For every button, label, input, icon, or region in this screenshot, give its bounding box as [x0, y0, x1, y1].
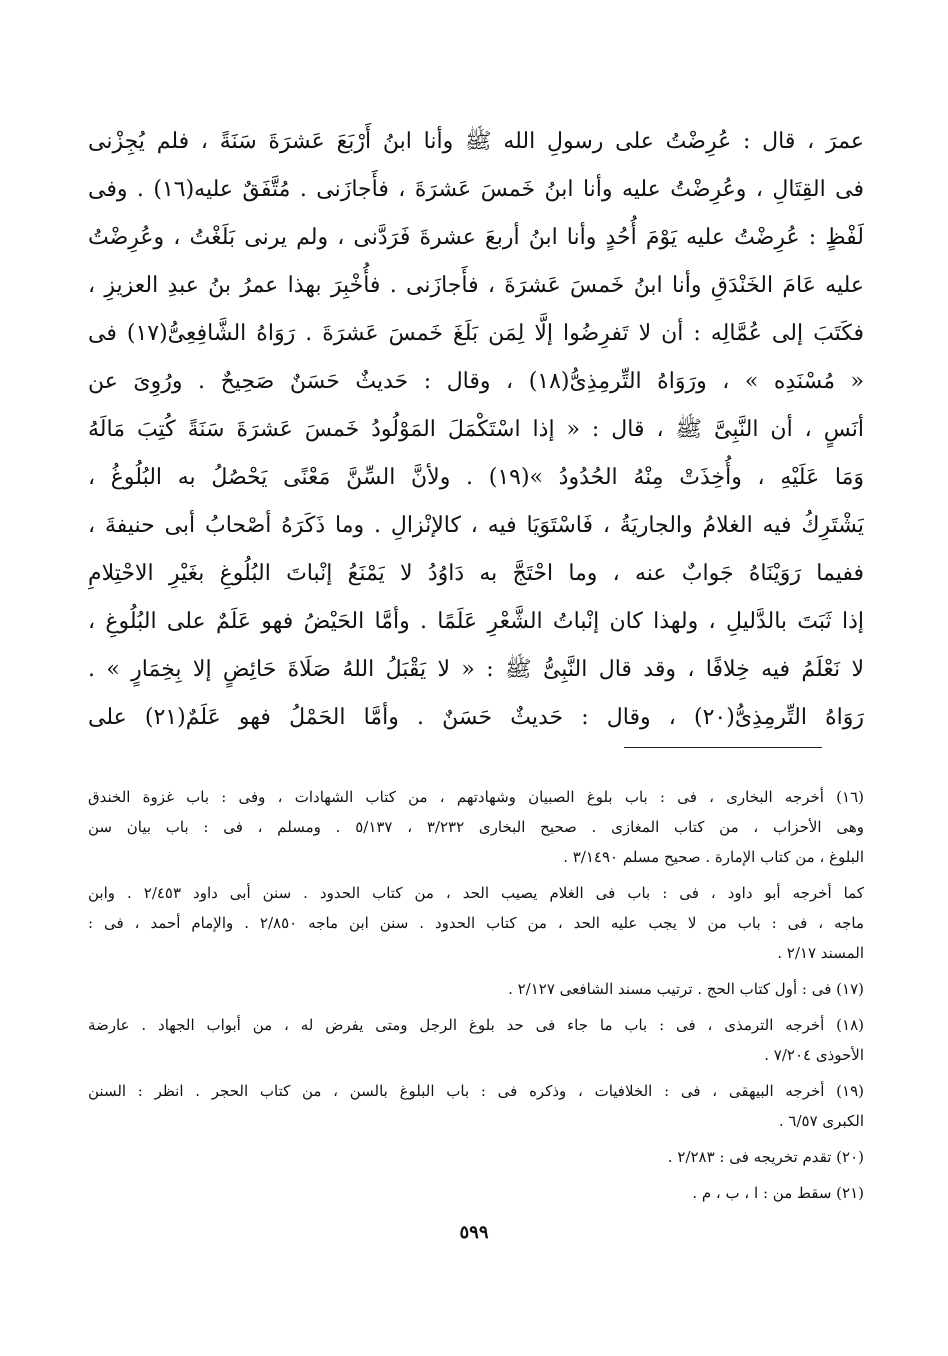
footnote-line: كما أخرجه أبو داود ، فى : باب فى الغلام يصيب الحد ، من كتاب الحدود . سنن أبى داود ٢/٤٥٣ . وابن: [88, 884, 864, 902]
footnote-20: [88, 1142, 864, 1172]
footnote-21: [88, 1178, 864, 1208]
text-line: لَفْظٍ : عُرِضْتُ عليه يَوْمَ أُحُدٍ وأنا ابنُ أربعَ عشرةَ فَرَدَّنى ، ولم يرنى بَلَغْتُ ، وعُرِضْتُ: [88, 225, 864, 250]
text-line: أنَسٍ ، أن النَّبِىَّ ﷺ ، قال : « إذا اسْتَكْمَلَ المَوْلُودُ خَمسَ عَشرَةَ سَنَةً كُتِبَ مَالَهُ: [88, 417, 864, 442]
footnote-line: (١٦) أخرجه البخارى ، فى : باب بلوغ الصبيان وشهادتهم ، من كتاب الشهادات ، وفى : باب غزوة الخندق: [88, 788, 864, 806]
main-text: [88, 118, 864, 742]
footnote-line: الكبرى ٦/٥٧ .: [778, 1112, 864, 1130]
footnote-line: المسند ٢/١٧ .: [777, 944, 864, 962]
footnote-separator: [624, 747, 822, 748]
text-line: إذا ثَبَتَ بالدَّليلِ ، ولهذا كان إنْباتُ الشَّعْرِ عَلَمًا . وأمَّا الحَيْضُ فهو عَلَمٌ على البُلُوغِ ،: [88, 609, 864, 634]
footnote-line: وهى الأحزاب ، من كتاب المغازى . صحيح البخارى ٣/٢٣٢ ، ٥/١٣٧ . ومسلم ، فى : باب بيان سن: [88, 818, 864, 836]
page-number: ٥٩٩: [459, 1222, 489, 1243]
footnote-line: (١٧) فى : أول كتاب الحج . ترتيب مسند الشافعى ٢/١٢٧ .: [508, 980, 864, 998]
footnote-19: [88, 1076, 864, 1136]
footnote-line: (١٨) أخرجه الترمذى ، فى : باب ما جاء فى حد بلوغ الرجل ومتى يفرض له ، من أبواب الجهاد . عارضة: [88, 1016, 864, 1034]
footnote-line: البلوغ ، من كتاب الإمارة . صحيح مسلم ٣/١٤٩٠ .: [563, 848, 864, 866]
footnote-16-continued: [88, 878, 864, 968]
footnote-line: (٢١) سقط من : ا ، ب ، م .: [692, 1184, 864, 1202]
footnote-line: الأحوذى ٧/٢٠٤ .: [764, 1046, 864, 1064]
footnote-17: [88, 974, 864, 1004]
text-line: رَوَاهُ التِّرمِذِىُّ(٢٠) ، وقال : حَديثٌ حَسَنٌ . وأمَّا الحَمْلُ فهو عَلَمٌ(٢١) على: [88, 705, 864, 730]
footnote-line: (١٩) أخرجه البيهقى ، فى : الخلافيات ، وذكره فى : باب البلوغ بالسن ، من كتاب الحجر . انظر : السنن: [88, 1082, 864, 1100]
text-line: يَشْتَرِكُ فيه الغلامُ والجاريَةُ ، فَاسْتَوَيَا فيه ، كالإنْزالِ . وما ذَكَرَهُ أصْحابُ أبى حنيفةَ ،: [88, 513, 864, 538]
footnote-line: ماجه ، فى : باب من لا يجب عليه الحد ، من كتاب الحدود . سنن ابن ماجه ٢/٨٥٠ . والإمام أحمد ، فى :: [88, 914, 864, 932]
footnote-line: (٢٠) تقدم تخريجه فى : ٢/٢٨٣ .: [667, 1148, 864, 1166]
text-line: ففيما رَوَيْنَاهُ جَوابٌ عنه ، وما احْتَجَّ به دَاوُدُ لا يَمْنَعُ إنْباتَ البُلُوغِ بغَيْرِ الاحْتِلامِ: [88, 561, 864, 586]
text-line: فكَتَبَ إلى عُمَّالِه : أن لا تَفرِضُوا إلَّا لِمَن بَلَغَ خَمسَ عَشرَةَ . رَوَاهُ الشَّافِعِىُّ(١٧) فى: [88, 321, 864, 346]
footnote-18: [88, 1010, 864, 1070]
text-line: لا نَعْلَمُ فيه خِلافًا ، وقد قال النَّبِىُّ ﷺ : « لا يَقْبَلُ اللهُ صَلَاةَ حَائِضٍ إلا بِخِمَارٍ » .: [88, 657, 864, 682]
footnotes: [88, 782, 864, 1214]
footnote-16: [88, 782, 864, 872]
text-line: فى القِتَالِ ، وعُرِضْتُ عليه وأنا ابنُ خَمسَ عَشرَةَ ، فأَجازَنى . مُتَّفَقٌ عليه(١٦) . وفى: [88, 177, 864, 202]
text-line: « مُسْنَدِه » ، ورَوَاهُ التِّرمِذِىُّ(١٨) ، وقال : حَديثٌ حَسَنٌ صَحِيحٌ . ورُوِىَ عن: [88, 369, 864, 394]
text-line: وَمَا عَلَيْهِ ، وأُخِذَتْ مِنْهُ الحُدُودُ »(١٩) . ولأنَّ السِّنَّ مَعْنًى يَحْصُلُ به البُلُوغُ ،: [88, 465, 864, 490]
text-line: عمرَ ، قال : عُرِضْتُ على رسولِ الله ﷺ وأنا ابنُ أَرْبَعَ عَشرَةَ سَنَةً ، فلم يُجِزْنى: [88, 129, 864, 154]
text-line: عليه عَامَ الخَنْدَقِ وأنا ابنُ خَمسَ عَشرَةَ ، فأَجازَنى . فأُخْبِرَ بهذا عمرُ بنُ عبدِ العزيزِ ،: [88, 273, 864, 298]
